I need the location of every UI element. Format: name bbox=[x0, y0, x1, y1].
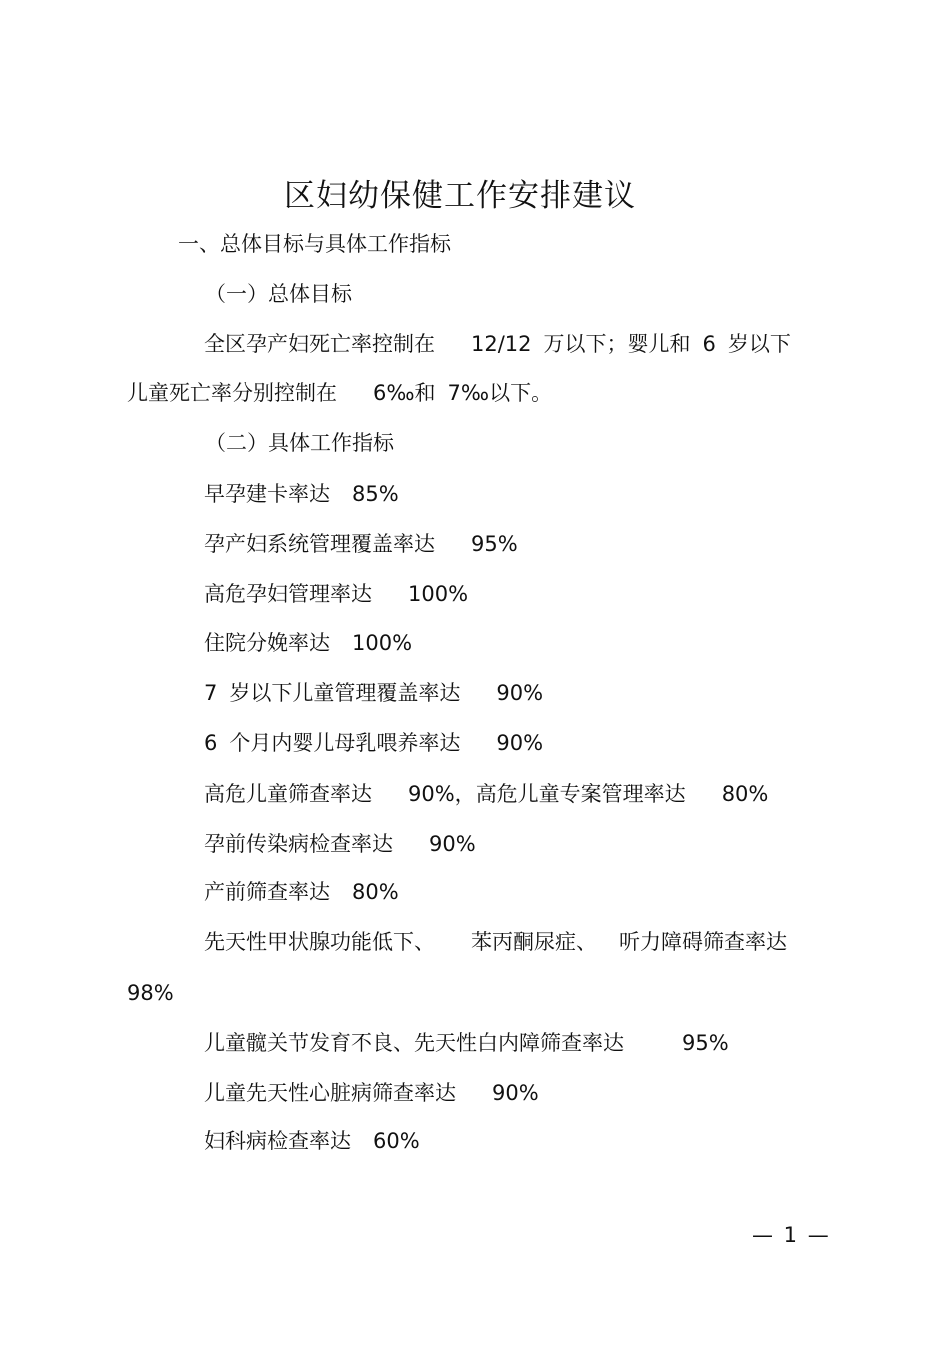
indicator-label: 妇科病检查率达 bbox=[204, 1129, 351, 1153]
goal-paragraph-line1 bbox=[204, 329, 791, 359]
indicator-line bbox=[204, 529, 518, 559]
indicator-line bbox=[204, 779, 768, 809]
document-title: 区妇幼保健工作安排建议 bbox=[284, 178, 636, 214]
indicator-line bbox=[204, 1126, 420, 1156]
goal-paragraph-line2 bbox=[127, 378, 552, 408]
indicator-prefix: 7 bbox=[204, 681, 218, 705]
indicator-line bbox=[204, 628, 412, 658]
indicator-value: 95% bbox=[682, 1031, 729, 1055]
indicator-label: 孕前传染病检查率达 bbox=[204, 832, 393, 856]
indicator-value: 90% bbox=[496, 681, 544, 705]
indicator-line bbox=[204, 678, 543, 708]
indicator-line bbox=[204, 579, 468, 609]
goal-text: 万以下；婴儿和 bbox=[543, 332, 691, 356]
indicator-label: 孕产妇系统管理覆盖率达 bbox=[204, 532, 435, 556]
indicator-value: 90%， bbox=[408, 782, 476, 806]
page-number: — 1 — bbox=[752, 1223, 831, 1247]
goal-value: 7‰以下。 bbox=[447, 381, 553, 405]
goal-value: 6 bbox=[702, 332, 716, 356]
indicator-label: 个月内婴儿母乳喂养率达 bbox=[229, 731, 461, 755]
indicator-label: 高危儿童专案管理率达 bbox=[475, 782, 686, 806]
indicator-label: 听力障碍筛查率达 bbox=[619, 930, 787, 954]
indicator-value: 80% bbox=[352, 880, 399, 904]
goal-text: 儿童死亡率分别控制在 bbox=[127, 381, 337, 405]
indicator-label: 高危孕妇管理率达 bbox=[204, 582, 372, 606]
indicator-line bbox=[204, 728, 543, 758]
indicator-value: 90% bbox=[492, 1081, 539, 1105]
indicator-label: 住院分娩率达 bbox=[204, 631, 330, 655]
indicator-value-wrapped: 98% bbox=[127, 981, 174, 1005]
goal-value: 6‰和 bbox=[373, 381, 436, 405]
indicator-value: 100% bbox=[352, 631, 413, 655]
indicator-value: 60% bbox=[373, 1129, 420, 1153]
indicator-value: 100% bbox=[408, 582, 469, 606]
indicator-label: 岁以下儿童管理覆盖率达 bbox=[229, 681, 461, 705]
indicator-line bbox=[204, 1028, 729, 1058]
indicator-label: 先天性甲状腺功能低下、 bbox=[204, 930, 435, 954]
indicator-value: 95% bbox=[471, 532, 518, 556]
goal-value: 12/12 bbox=[471, 332, 532, 356]
indicator-line bbox=[204, 1078, 539, 1108]
indicator-line bbox=[204, 877, 399, 907]
subsection-heading-specific-indicators: （二）具体工作指标 bbox=[205, 431, 394, 455]
indicator-value: 80% bbox=[721, 782, 769, 806]
indicator-label: 儿童髋关节发育不良、先天性白内障筛查率达 bbox=[204, 1031, 624, 1055]
indicator-line bbox=[204, 927, 787, 957]
indicator-value: 90% bbox=[429, 832, 476, 856]
indicator-value: 90% bbox=[496, 731, 544, 755]
indicator-prefix: 6 bbox=[204, 731, 218, 755]
indicator-label: 高危儿童筛查率达 bbox=[204, 782, 372, 806]
section-heading: 一、总体目标与具体工作指标 bbox=[178, 232, 451, 256]
indicator-label: 产前筛查率达 bbox=[204, 880, 330, 904]
indicator-label: 儿童先天性心脏病筛查率达 bbox=[204, 1081, 456, 1105]
subsection-heading-overall-goal: （一）总体目标 bbox=[205, 282, 352, 306]
indicator-line bbox=[204, 829, 476, 859]
indicator-label: 早孕建卡率达 bbox=[204, 482, 330, 506]
indicator-label: 苯丙酮尿症、 bbox=[471, 930, 597, 954]
indicator-line bbox=[204, 479, 399, 509]
indicator-value: 85% bbox=[352, 482, 399, 506]
goal-text: 全区孕产妇死亡率控制在 bbox=[204, 332, 435, 356]
goal-text: 岁以下 bbox=[727, 332, 791, 356]
